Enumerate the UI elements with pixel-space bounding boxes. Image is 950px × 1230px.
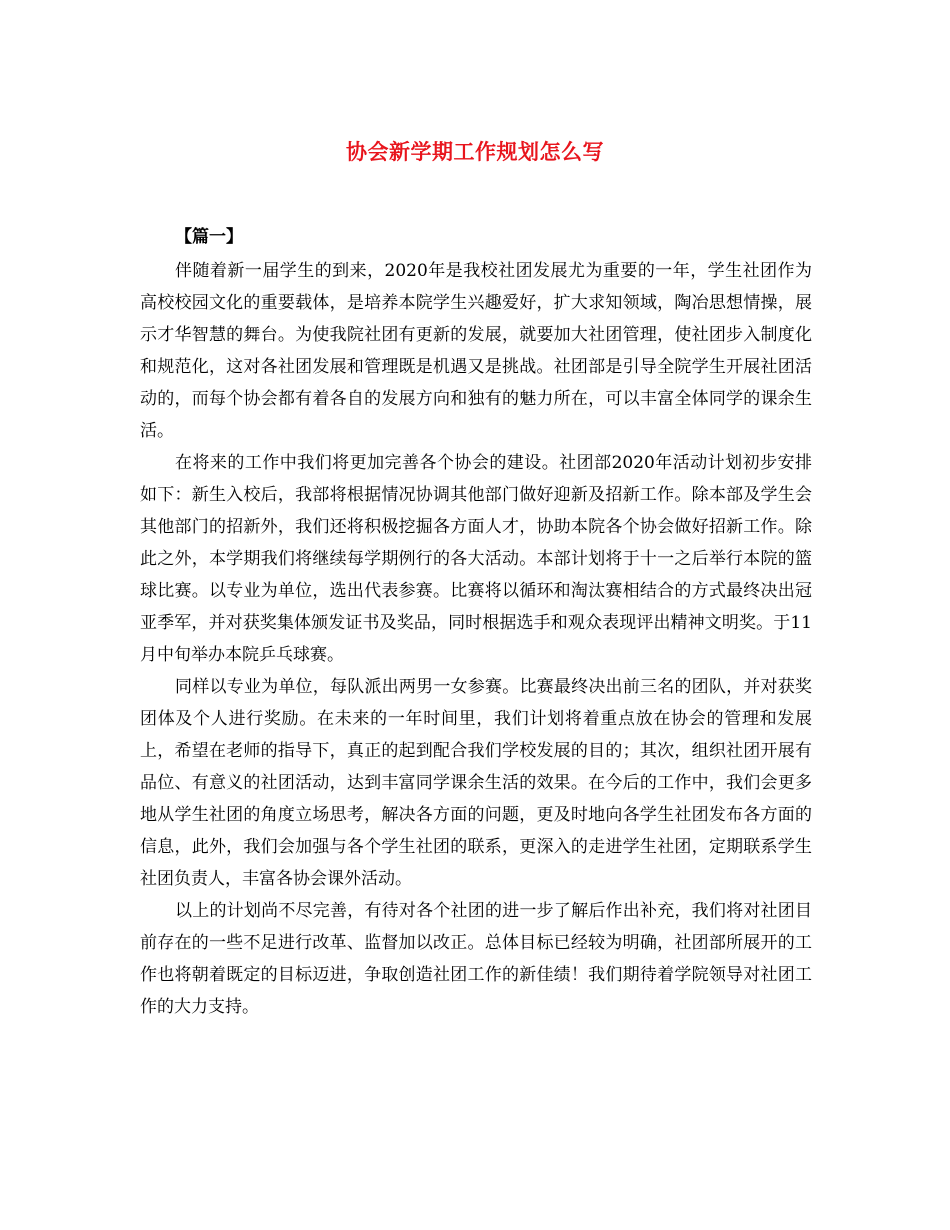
paragraph-3: 同样以专业为单位，每队派出两男一女参赛。比赛最终决出前三名的团队，并对获奖团体及个人进行奖励。在未来的一年时间里，我们计划将着重点放在协会的管理和发展上，希望在老师的指导下，真正的起到配合我们学校发展的目的；其次，组织社团开展有品位、有意义的社团活动，达到丰富同学课余生活的效果。在今后的工作中，我们会更多地从学生社团的角度立场思考，解决各方面的问题，更及时地向各学生社团发布各方面的信息，此外，我们会加强与各个学生社团的联系，更深入的走进学生社团，定期联系学生社团负责人，丰富各协会课外活动。 [140, 677, 812, 889]
section-label: 【篇一】 [175, 227, 243, 247]
paragraph-4: 以上的计划尚不尽完善，有待对各个社团的进一步了解后作出补充，我们将对社团目前存在的一些不足进行改革、监督加以改正。总体目标已经较为明确，社团部所展开的工作也将朝着既定的目标迈进，争取创造社团工作的新佳绩！我们期待着学院领导对社团工作的大力支持。 [140, 901, 812, 1017]
paragraph-2: 在将来的工作中我们将更加完善各个协会的建设。社团部2020年活动计划初步安排如下：新生入校后，我部将根据情况协调其他部门做好迎新及招新工作。除本部及学生会其他部门的招新外，我们还将积极挖掘各方面人才，协助本院各个协会做好招新工作。除此之外，本学期我们将继续每学期例行的各大活动。本部计划将于十一之后举行本院的篮球比赛。以专业为单位，选出代表参赛。比赛将以循环和淘汰赛相结合的方式最终决出冠亚季军，并对获奖集体颁发证书及奖品，同时根据选手和观众表现评出精神文明奖。于11月中旬举办本院乒乓球赛。 [140, 453, 812, 665]
document-title: 协会新学期工作规划怎么写 [346, 139, 604, 164]
paragraph-1: 伴随着新一届学生的到来，2020年是我校社团发展尤为重要的一年，学生社团作为高校校园文化的重要载体，是培养本院学生兴趣爱好，扩大求知领域，陶冶思想情操，展示才华智慧的舞台。为使我院社团有更新的发展，就要加大社团管理，使社团步入制度化和规范化，这对各社团发展和管理既是机遇又是挑战。社团部是引导全院学生开展社团活动的，而每个协会都有着各自的发展方向和独有的魅力所在，可以丰富全体同学的课余生活。 [140, 261, 812, 441]
document-body [140, 255, 812, 1023]
